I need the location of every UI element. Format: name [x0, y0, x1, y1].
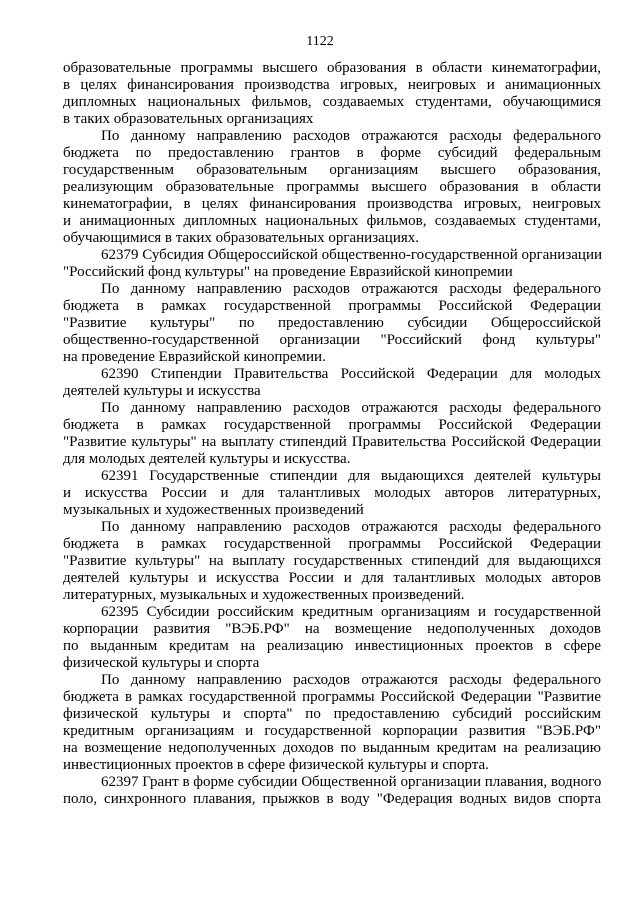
- document-body: [63, 60, 601, 808]
- text-line: по выданным кредитам на реализацию инвестиционных проектов в сфере: [63, 638, 601, 654]
- text-line: литературных, музыкальных и художественных произведений.: [63, 587, 465, 603]
- text-line: обучающимися в таких образовательных организациях.: [63, 230, 419, 246]
- text-line: и анимационных дипломных национальных фильмов, создаваемых студентами,: [63, 213, 601, 229]
- text-line: 62390 Стипендии Правительства Российской Федерации для молодых: [101, 366, 601, 382]
- text-line: 62391 Государственные стипендии для выдающихся деятелей культуры: [101, 468, 601, 484]
- text-line: государственным образовательным организациям высшего образования,: [63, 162, 601, 178]
- text-line: "Развитие культуры" на выплату стипендий Правительства Российской Федерации: [63, 434, 601, 450]
- text-line: По данному направлению расходов отражаются расходы федерального: [101, 672, 601, 688]
- text-line: 62395 Субсидии российским кредитным организациям и государственной: [101, 604, 601, 620]
- text-line: бюджета в рамках государственной программы Российской Федерации: [63, 298, 601, 314]
- text-line: кредитным организациям и государственной корпорации развития "ВЭБ.РФ": [63, 723, 601, 739]
- text-line: деятелей культуры и искусства России и для талантливых молодых авторов: [63, 570, 601, 586]
- text-line: бюджета в рамках государственной программы Российской Федерации: [63, 417, 601, 433]
- text-line: для молодых деятелей культуры и искусства.: [63, 451, 351, 467]
- text-line: "Развитие культуры" по предоставлению субсидии Общероссийской: [63, 315, 601, 331]
- text-line: дипломных национальных фильмов, создаваемых студентами, обучающимися: [63, 94, 601, 110]
- text-line: корпорации развития "ВЭБ.РФ" на возмещение недополученных доходов: [63, 621, 601, 637]
- text-line: общественно-государственной организации "Российский фонд культуры": [63, 332, 601, 348]
- text-line: поло, синхронного плавания, прыжков в воду "Федерация водных видов спорта: [63, 791, 601, 807]
- text-line: на проведение Евразийской кинопремии.: [63, 349, 326, 365]
- text-line: 62379 Субсидия Общероссийской общественно-государственной организации: [101, 247, 602, 263]
- text-line: в таких образовательных организациях: [63, 111, 314, 127]
- text-line: на возмещение недополученных доходов по выданным кредитам на реализацию: [63, 740, 601, 756]
- text-line: деятелей культуры и искусства: [63, 383, 261, 399]
- text-line: бюджета по предоставлению грантов в форме субсидий федеральным: [63, 145, 601, 161]
- text-line: физической культуры и спорта: [63, 655, 260, 671]
- text-line: инвестиционных проектов в сфере физической культуры и спорта.: [63, 757, 489, 773]
- text-line: в целях финансирования производства игровых, неигровых и анимационных: [63, 77, 601, 93]
- text-line: бюджета в рамках государственной программы Российской Федерации "Развитие: [63, 689, 601, 705]
- text-line: По данному направлению расходов отражаются расходы федерального: [101, 400, 601, 416]
- text-line: По данному направлению расходов отражаются расходы федерального: [101, 519, 601, 535]
- text-line: бюджета в рамках государственной программы Российской Федерации: [63, 536, 601, 552]
- text-line: образовательные программы высшего образования в области кинематографии,: [63, 60, 601, 76]
- text-line: По данному направлению расходов отражаются расходы федерального: [101, 128, 601, 144]
- text-line: реализующим образовательные программы высшего образования в области: [63, 179, 601, 195]
- page-number: 1122: [306, 34, 334, 49]
- text-line: и искусства России и для талантливых молодых авторов литературных,: [63, 485, 601, 501]
- text-line: музыкальных и художественных произведений: [63, 502, 364, 518]
- text-line: "Российский фонд культуры" на проведение Евразийской кинопремии: [63, 264, 513, 280]
- text-line: кинематографии, в целях финансирования производства игровых, неигровых: [63, 196, 601, 212]
- text-line: "Развитие культуры" на выплату государственных стипендий для выдающихся: [63, 553, 601, 569]
- text-line: физической культуры и спорта" по предоставлению субсидий российским: [63, 706, 601, 722]
- text-line: По данному направлению расходов отражаются расходы федерального: [101, 281, 601, 297]
- text-line: 62397 Грант в форме субсидии Общественной организации плавания, водного: [101, 774, 602, 790]
